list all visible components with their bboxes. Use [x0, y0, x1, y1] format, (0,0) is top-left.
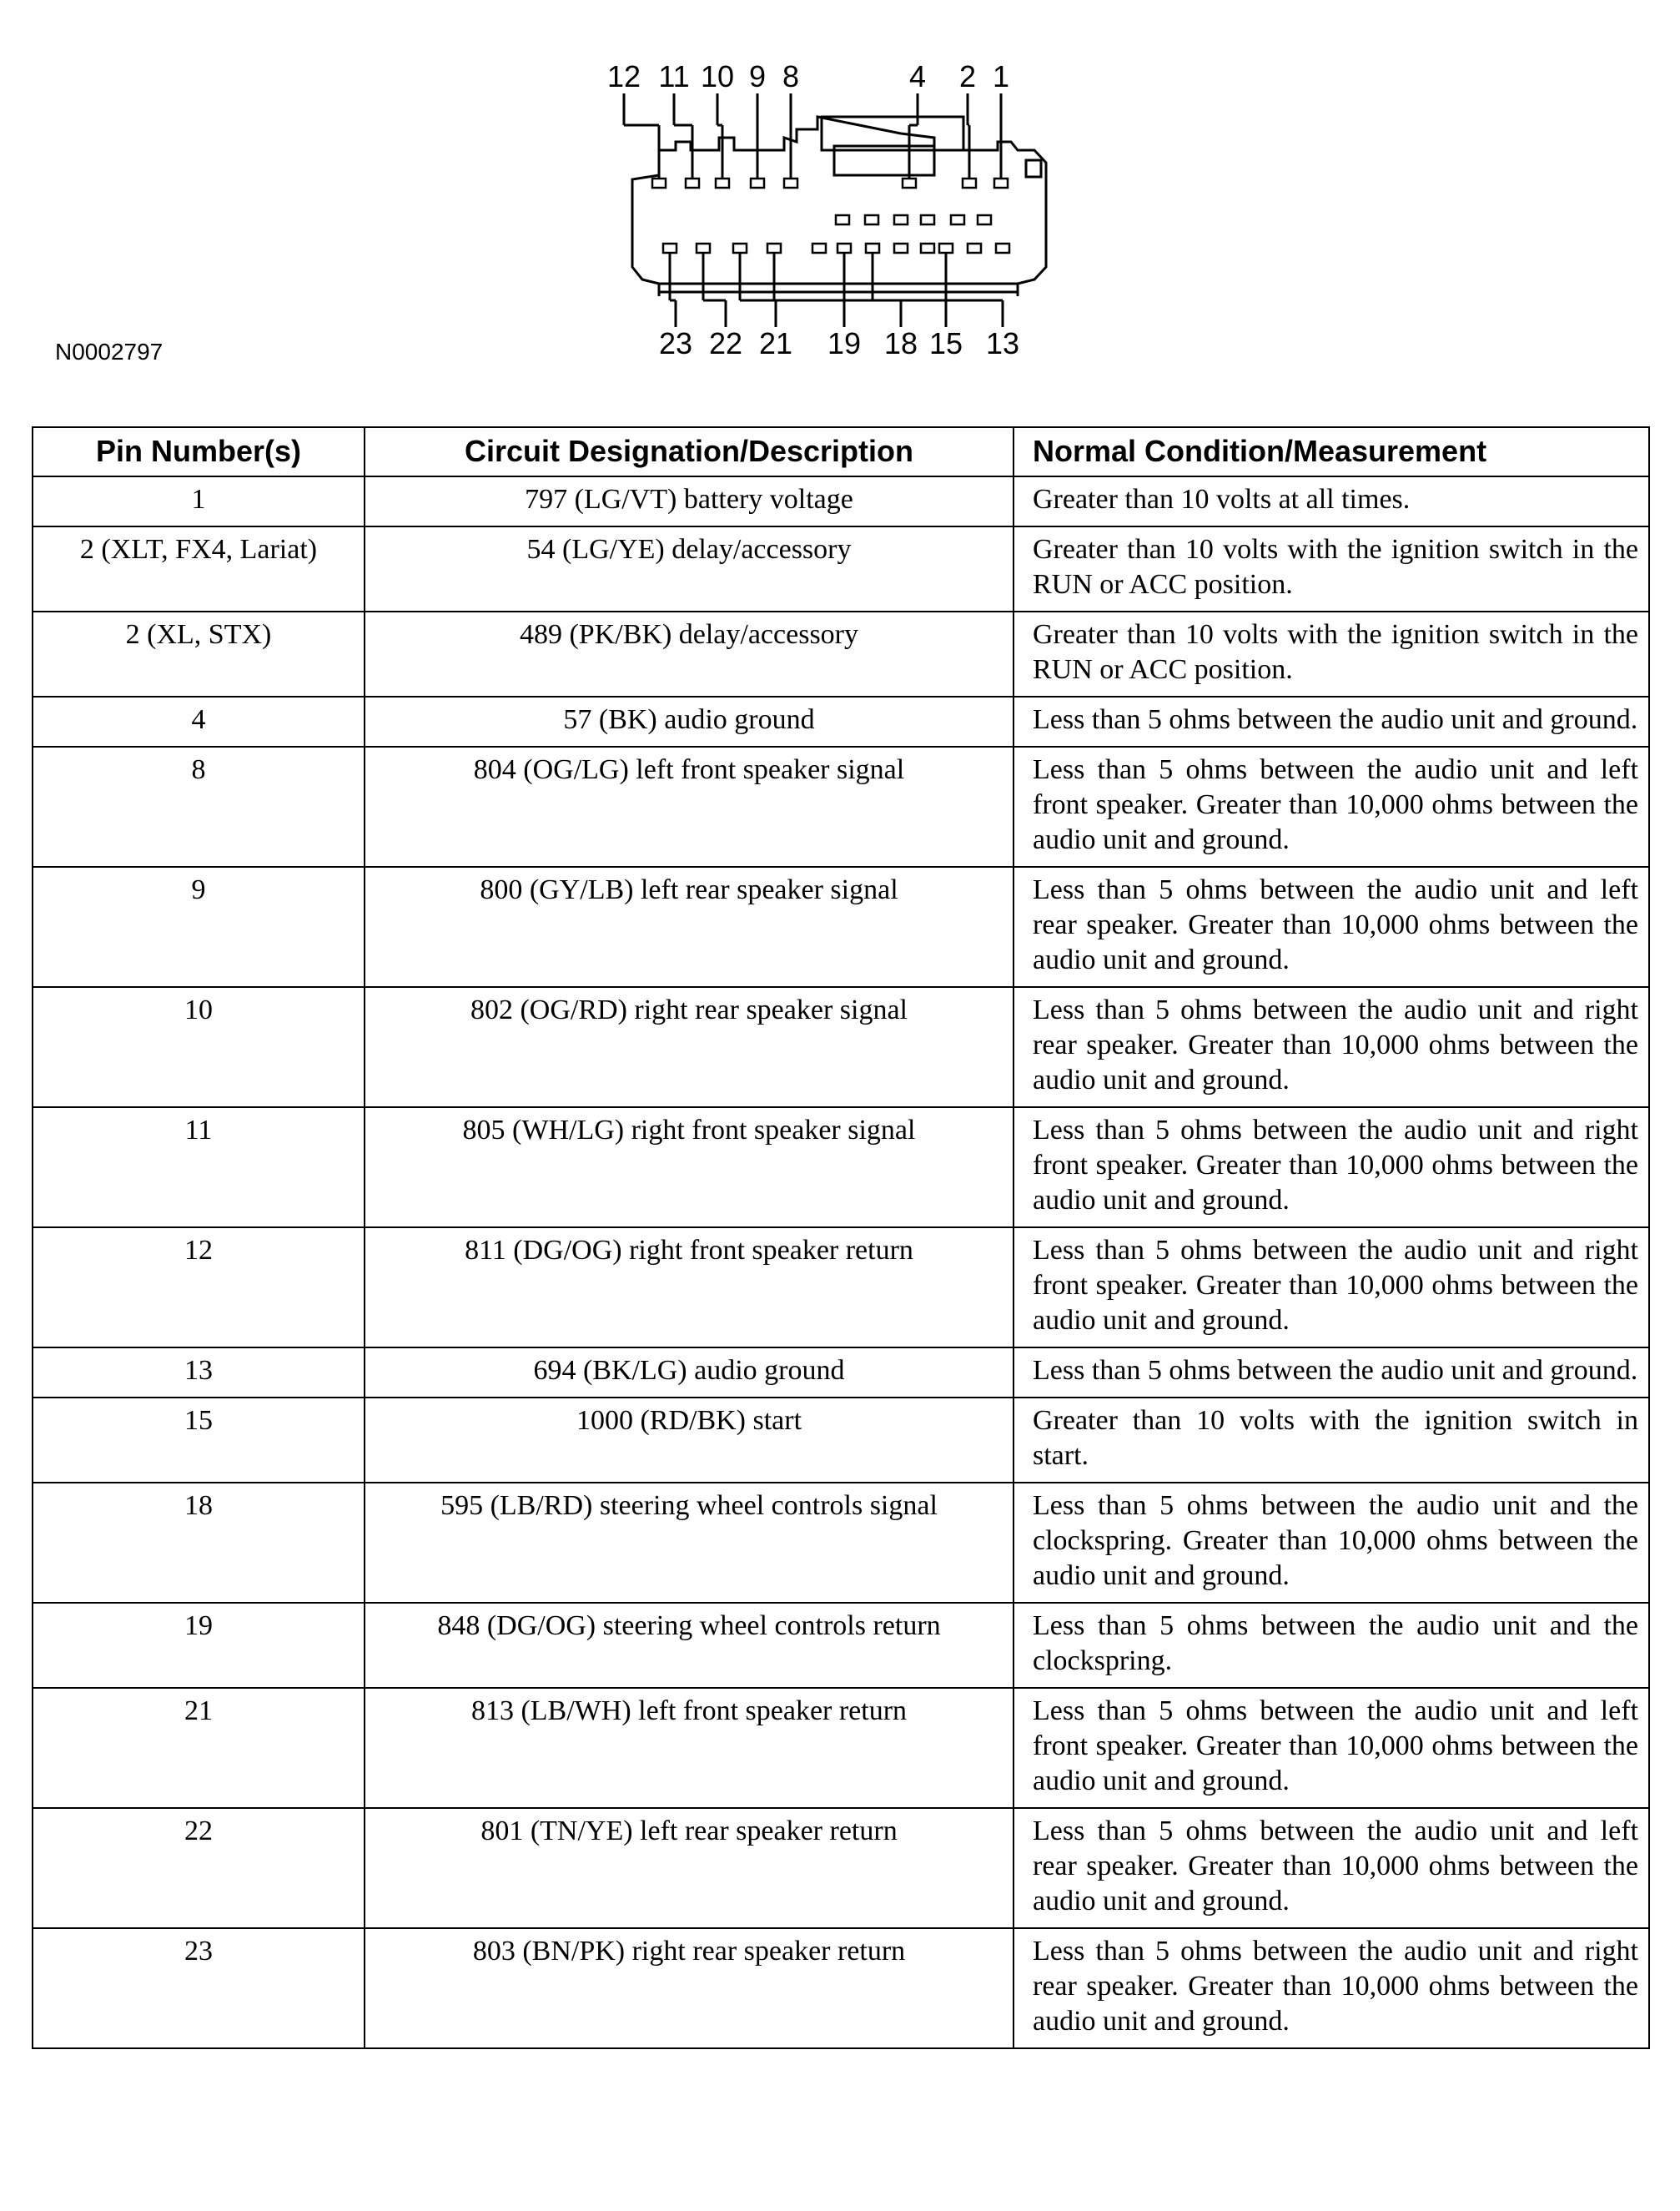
pin-cell: 22 — [33, 1808, 365, 1928]
condition-cell: Less than 5 ohms between the audio unit and right front speaker. Greater than 10,000 ohms between the audio unit and ground. — [1014, 1227, 1649, 1347]
pin-slot — [951, 215, 964, 224]
table-row — [33, 612, 1649, 697]
pin-cell: 4 — [33, 697, 365, 747]
top-pin-labels — [607, 59, 1009, 93]
circuit-cell: 801 (TN/YE) left rear speaker return — [365, 1808, 1014, 1928]
table-row — [33, 1227, 1649, 1347]
condition-cell: Greater than 10 volts with the ignition switch in start. — [1014, 1398, 1649, 1483]
pin-slot — [968, 244, 981, 253]
pin-slots — [652, 179, 1009, 253]
bottom-pin-label: 13 — [985, 326, 1020, 360]
circuit-cell: 57 (BK) audio ground — [365, 697, 1014, 747]
table-row — [33, 1107, 1649, 1227]
pin-slot — [921, 215, 934, 224]
pin-slot — [733, 244, 747, 253]
pin-cell: 21 — [33, 1688, 365, 1808]
circuit-cell: 811 (DG/OG) right front speaker return — [365, 1227, 1014, 1347]
table-row — [33, 1928, 1649, 2048]
bottom-pin-label: 21 — [758, 326, 793, 360]
circuit-cell: 595 (LB/RD) steering wheel controls signal — [365, 1483, 1014, 1603]
top-pin-label: 1 — [992, 59, 1010, 93]
table-row — [33, 867, 1649, 987]
condition-cell: Less than 5 ohms between the audio unit and left rear speaker. Greater than 10,000 ohms between the audio unit and ground. — [1014, 867, 1649, 987]
circuit-cell: 489 (PK/BK) delay/accessory — [365, 612, 1014, 697]
table-row — [33, 476, 1649, 526]
condition-cell: Less than 5 ohms between the audio unit and right front speaker. Greater than 10,000 ohms between the audio unit and ground. — [1014, 1107, 1649, 1227]
top-pin-label: 12 — [606, 59, 641, 93]
circuit-cell: 848 (DG/OG) steering wheel controls return — [365, 1603, 1014, 1688]
condition-cell: Greater than 10 volts with the ignition switch in the RUN or ACC position. — [1014, 612, 1649, 697]
figure-id: N0002797 — [55, 339, 163, 365]
pin-cell: 2 (XLT, FX4, Lariat) — [33, 526, 365, 612]
condition-cell: Less than 5 ohms between the audio unit and left front speaker. Greater than 10,000 ohms between the audio unit and ground. — [1014, 747, 1649, 867]
condition-cell: Less than 5 ohms between the audio unit and right rear speaker. Greater than 10,000 ohms between the audio unit and ground. — [1014, 987, 1649, 1107]
pin-cell: 18 — [33, 1483, 365, 1603]
pin-slot — [903, 179, 916, 188]
pin-slot — [865, 215, 878, 224]
circuit-cell: 802 (OG/RD) right rear speaker signal — [365, 987, 1014, 1107]
table-row — [33, 1808, 1649, 1928]
pin-slot — [716, 179, 729, 188]
condition-cell: Greater than 10 volts with the ignition switch in the RUN or ACC position. — [1014, 526, 1649, 612]
pin-cell: 9 — [33, 867, 365, 987]
header-pin-numbers: Pin Number(s) — [33, 427, 365, 476]
bottom-pin-labels — [659, 326, 1019, 360]
header-circuit: Circuit Designation/Description — [365, 427, 1014, 476]
pin-slot — [686, 179, 699, 188]
condition-cell: Greater than 10 volts at all times. — [1014, 476, 1649, 526]
table-row — [33, 1347, 1649, 1398]
pin-slot — [751, 179, 764, 188]
connector-housing — [632, 117, 1046, 296]
pin-slot — [921, 244, 934, 253]
circuit-cell: 54 (LG/YE) delay/accessory — [365, 526, 1014, 612]
pin-cell: 8 — [33, 747, 365, 867]
connector-face-view — [0, 0, 1680, 392]
top-pin-label: 8 — [782, 59, 800, 93]
table-row — [33, 526, 1649, 612]
bottom-pin-label: 23 — [658, 326, 693, 360]
pin-slot — [767, 244, 781, 253]
pin-cell: 11 — [33, 1107, 365, 1227]
table-header-row — [33, 427, 1649, 476]
pin-slot — [812, 244, 826, 253]
circuit-cell: 805 (WH/LG) right front speaker signal — [365, 1107, 1014, 1227]
top-pin-label: 11 — [658, 59, 690, 93]
pin-slot — [652, 179, 666, 188]
pin-slot — [939, 244, 953, 253]
pin-slot — [836, 215, 849, 224]
table-row — [33, 1688, 1649, 1808]
pin-slot — [663, 244, 677, 253]
connector-diagram — [0, 0, 1680, 392]
bottom-pin-label: 15 — [928, 326, 963, 360]
table-row — [33, 747, 1649, 867]
pin-cell: 15 — [33, 1398, 365, 1483]
pin-cell: 19 — [33, 1603, 365, 1688]
pin-slot — [894, 244, 908, 253]
circuit-cell: 1000 (RD/BK) start — [365, 1398, 1014, 1483]
pin-table — [32, 426, 1650, 2049]
circuit-cell: 797 (LG/VT) battery voltage — [365, 476, 1014, 526]
table-row — [33, 697, 1649, 747]
table-row — [33, 1398, 1649, 1483]
top-pin-label: 9 — [748, 59, 767, 93]
pin-slot — [894, 215, 908, 224]
bottom-pin-label: 19 — [827, 326, 862, 360]
pin-slot — [996, 244, 1009, 253]
pin-slot — [866, 244, 879, 253]
circuit-cell: 800 (GY/LB) left rear speaker signal — [365, 867, 1014, 987]
condition-cell: Less than 5 ohms between the audio unit and ground. — [1014, 1347, 1649, 1398]
pin-slot — [994, 179, 1008, 188]
pin-slot — [837, 244, 851, 253]
condition-cell: Less than 5 ohms between the audio unit and left rear speaker. Greater than 10,000 ohms between the audio unit and ground. — [1014, 1808, 1649, 1928]
table-row — [33, 987, 1649, 1107]
top-pin-label: 4 — [908, 59, 927, 93]
bottom-pin-label: 22 — [708, 326, 743, 360]
condition-cell: Less than 5 ohms between the audio unit and left front speaker. Greater than 10,000 ohms between the audio unit and ground. — [1014, 1688, 1649, 1808]
pin-cell: 1 — [33, 476, 365, 526]
condition-cell: Less than 5 ohms between the audio unit and the clockspring. Greater than 10,000 ohms between the audio unit and ground. — [1014, 1483, 1649, 1603]
pin-cell: 2 (XL, STX) — [33, 612, 365, 697]
pin-slot — [784, 179, 797, 188]
table-row — [33, 1603, 1649, 1688]
pin-slot — [963, 179, 976, 188]
pin-cell: 12 — [33, 1227, 365, 1347]
circuit-cell: 804 (OG/LG) left front speaker signal — [365, 747, 1014, 867]
pin-slot — [697, 244, 710, 253]
top-pin-label: 2 — [958, 59, 977, 93]
pin-cell: 23 — [33, 1928, 365, 2048]
pin-cell: 13 — [33, 1347, 365, 1398]
pin-cell: 10 — [33, 987, 365, 1107]
circuit-cell: 813 (LB/WH) left front speaker return — [365, 1688, 1014, 1808]
circuit-cell: 694 (BK/LG) audio ground — [365, 1347, 1014, 1398]
bottom-pin-label: 18 — [883, 326, 918, 360]
table-row — [33, 1483, 1649, 1603]
top-pin-label: 10 — [700, 59, 735, 93]
condition-cell: Less than 5 ohms between the audio unit and ground. — [1014, 697, 1649, 747]
circuit-cell: 803 (BN/PK) right rear speaker return — [365, 1928, 1014, 2048]
condition-cell: Less than 5 ohms between the audio unit and the clockspring. — [1014, 1603, 1649, 1688]
condition-cell: Less than 5 ohms between the audio unit and right rear speaker. Greater than 10,000 ohms between the audio unit and ground. — [1014, 1928, 1649, 2048]
pin-slot — [978, 215, 991, 224]
header-condition: Normal Condition/Measurement — [1014, 427, 1649, 476]
